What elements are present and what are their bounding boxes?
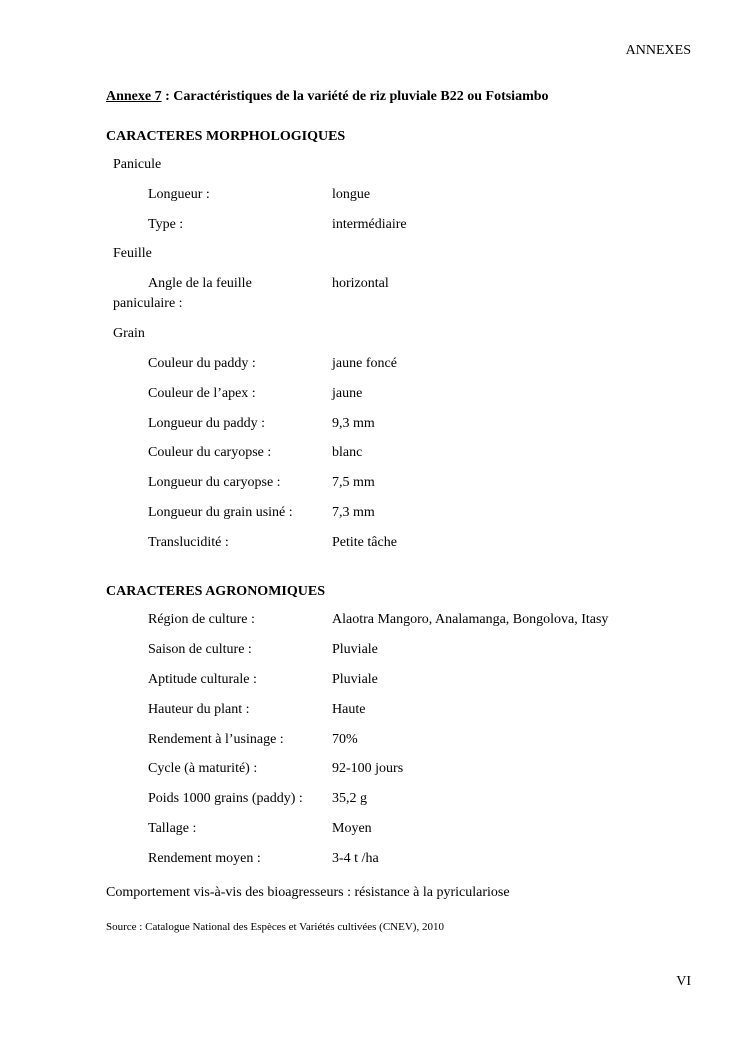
angle-label-line2: paniculaire : bbox=[113, 296, 183, 311]
row-label: Longueur du grain usiné : bbox=[148, 505, 293, 520]
row-value: 9,3 mm bbox=[332, 416, 375, 431]
row-value: 70% bbox=[332, 732, 358, 747]
agro-heading: CARACTERES AGRONOMIQUES bbox=[106, 584, 325, 599]
row-label: Longueur du caryopse : bbox=[148, 475, 281, 490]
feuille-label: Feuille bbox=[113, 246, 152, 261]
row-label: Saison de culture : bbox=[148, 642, 252, 657]
grain-label: Grain bbox=[113, 326, 145, 341]
row-value: 92-100 jours bbox=[332, 761, 404, 776]
row-value: 3-4 t /ha bbox=[332, 851, 379, 866]
row-label: Rendement à l’usinage : bbox=[148, 732, 284, 747]
comportement-text: Comportement vis-à-vis des bioagresseurs : résistance à la pyriculariose bbox=[106, 885, 510, 900]
annex-number: Annexe 7 bbox=[106, 89, 162, 104]
panicule-label: Panicule bbox=[113, 157, 162, 172]
row-label: Couleur de l’apex : bbox=[148, 386, 256, 401]
row-value: blanc bbox=[332, 445, 363, 460]
row-value: jaune bbox=[332, 386, 363, 401]
page-number: VI bbox=[676, 974, 691, 989]
annex-title-text: : Caractéristiques de la variété de riz pluviale B22 ou Fotsiambo bbox=[161, 89, 549, 104]
row-label: Longueur du paddy : bbox=[148, 416, 266, 431]
row-value: horizontal bbox=[332, 276, 389, 291]
row-value: jaune foncé bbox=[332, 356, 397, 371]
row-value: 7,3 mm bbox=[332, 505, 375, 520]
row-value: Moyen bbox=[332, 821, 372, 836]
row-label: Couleur du caryopse : bbox=[148, 445, 272, 460]
angle-label-line1: Angle de la feuille bbox=[148, 276, 252, 291]
row-label: Aptitude culturale : bbox=[148, 672, 257, 687]
running-header: ANNEXES bbox=[625, 43, 691, 58]
source-note: Source : Catalogue National des Espèces et Variétés cultivées (CNEV), 2010 bbox=[106, 921, 444, 933]
row-value: Haute bbox=[332, 702, 366, 717]
morpho-heading: CARACTERES MORPHOLOGIQUES bbox=[106, 129, 346, 144]
row-label: Translucidité : bbox=[148, 535, 229, 550]
row-value: Pluviale bbox=[332, 672, 378, 687]
row-value: Pluviale bbox=[332, 642, 378, 657]
row-label: Région de culture : bbox=[148, 612, 255, 627]
row-value: 35,2 g bbox=[332, 791, 367, 806]
row-value: intermédiaire bbox=[332, 217, 407, 232]
row-value: longue bbox=[332, 187, 371, 202]
row-label: Poids 1000 grains (paddy) : bbox=[148, 791, 303, 806]
row-label: Type : bbox=[148, 217, 184, 232]
row-label: Hauteur du plant : bbox=[148, 702, 250, 717]
row-label: Tallage : bbox=[148, 821, 197, 836]
row-label: Cycle (à maturité) : bbox=[148, 761, 258, 776]
row-value: Alaotra Mangoro, Analamanga, Bongolova, Itasy bbox=[332, 612, 609, 627]
row-value: 7,5 mm bbox=[332, 475, 375, 490]
row-value: Petite tâche bbox=[332, 535, 397, 550]
row-label: Rendement moyen : bbox=[148, 851, 261, 866]
row-label: Longueur : bbox=[148, 187, 210, 202]
annex-title bbox=[106, 89, 549, 105]
row-label: Couleur du paddy : bbox=[148, 356, 256, 371]
